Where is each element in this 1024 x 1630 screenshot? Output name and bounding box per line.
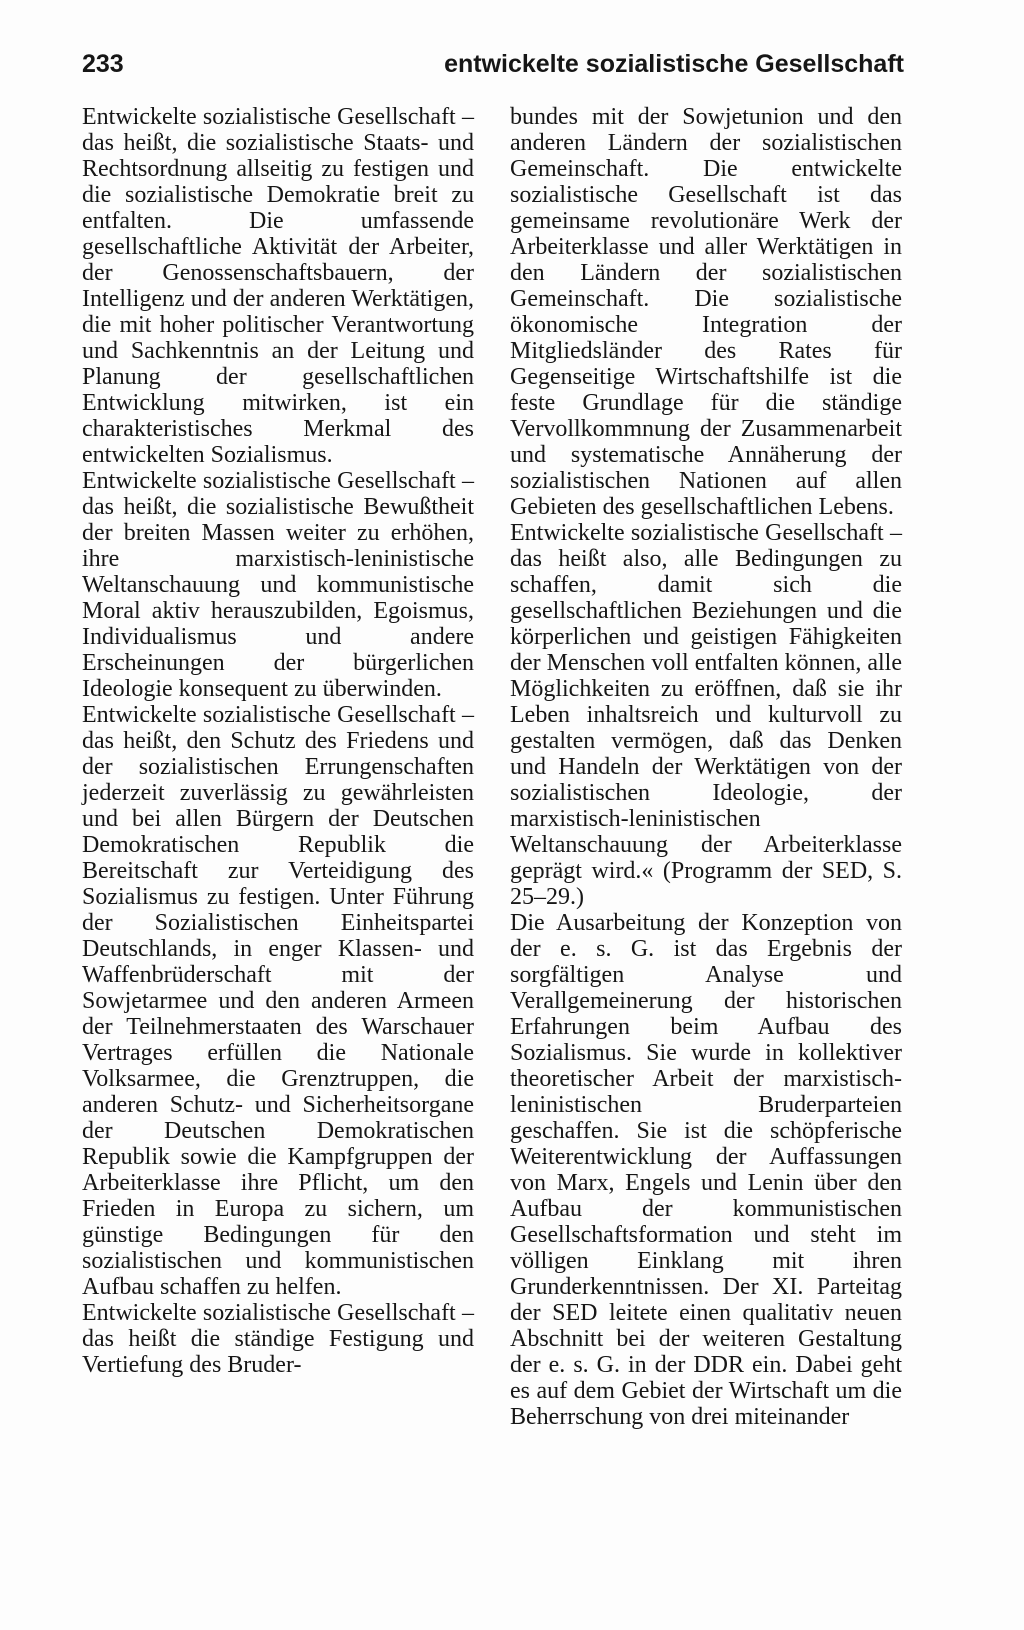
paragraph: Entwickelte sozialistische Gesellschaft – das heißt also, alle Bedingungen zu schaffen, damit sich die gesellschaftlichen Beziehungen und die körperlichen und geistigen Fähigkeiten der Menschen voll entfalten können, alle Möglichkeiten zu eröffnen, daß sie ihr Leben inhaltsreich und kulturvoll zu gestalten vermögen, daß das Denken und Handeln der Werktätigen von der sozialistischen Ideologie, der marxistisch-leninistischen Weltanschauung der Arbeiterklasse geprägt wird.« (Programm der SED, S. 25–29.) bbox=[510, 520, 902, 910]
paragraph: Entwickelte sozialistische Gesellschaft – das heißt, die sozialistische Staats- und Rechtsordnung allseitig zu festigen und die sozialistische Demokratie breit zu entfalten. Die umfassende gesellschaftliche Aktivität der Arbeiter, der Genossenschaftsbauern, der Intelligenz und der anderen Werktätigen, die mit hoher politischer Verantwortung und Sachkenntnis an der Leitung und Planung der gesellschaftlichen Entwicklung mitwirken, ist ein charakteristisches Merkmal des entwickelten Sozialismus. bbox=[82, 104, 474, 468]
paragraph: bundes mit der Sowjetunion und den anderen Ländern der sozialistischen Gemeinschaft. Die entwickelte sozialistische Gesellschaft ist das gemeinsame revolutionäre Werk der Arbeiterklasse und aller Werktätigen in den Ländern der sozialistischen Gemeinschaft. Die sozialistische ökonomische Integration der Mitgliedsländer des Rates für Gegenseitige Wirtschaftshilfe ist die feste Grundlage für die ständige Vervollkommnung der Zusammenarbeit und systematische Annäherung der sozialistischen Nationen auf allen Gebieten des gesellschaftlichen Lebens. bbox=[510, 104, 902, 520]
paragraph: Entwickelte sozialistische Gesellschaft – das heißt, die sozialistische Bewußtheit der breiten Massen weiter zu erhöhen, ihre marxistisch-leninistische Weltanschauung und kommunistische Moral aktiv herauszubilden, Egoismus, Individualismus und andere Erscheinungen der bürgerlichen Ideologie konsequent zu überwinden. bbox=[82, 468, 474, 702]
page-header bbox=[82, 50, 904, 90]
left-column bbox=[82, 104, 474, 1378]
paragraph: Die Ausarbeitung der Konzeption von der e. s. G. ist das Ergebnis der sorgfältigen Analyse und Verallgemeinerung der historischen Erfahrungen beim Aufbau des Sozialismus. Sie wurde in kollektiver theoretischer Arbeit der marxistisch-leninistischen Bruderparteien geschaffen. Sie ist die schöpferische Weiterentwicklung der Auffassungen von Marx, Engels und Lenin über den Aufbau der kommunistischen Gesellschaftsformation und steht im völligen Einklang mit ihren Grunderkenntnissen. Der XI. Parteitag der SED leitete einen qualitativ neuen Abschnitt bei der weiteren Gestaltung der e. s. G. in der DDR ein. Dabei geht es auf dem Gebiet der Wirtschaft um die Beherrschung von drei miteinander bbox=[510, 910, 902, 1430]
running-head: entwickelte sozialistische Gesellschaft bbox=[444, 50, 904, 78]
right-column bbox=[510, 104, 902, 1430]
paragraph: Entwickelte sozialistische Gesellschaft – das heißt, den Schutz des Friedens und der sozialistischen Errungenschaften jederzeit zuverlässig zu gewährleisten und bei allen Bürgern der Deutschen Demokratischen Republik die Bereitschaft zur Verteidigung des Sozialismus zu festigen. Unter Führung der Sozialistischen Einheitspartei Deutschlands, in enger Klassen- und Waffenbrüderschaft mit der Sowjetarmee und den anderen Armeen der Teilnehmerstaaten des Warschauer Vertrages erfüllen die Nationale Volksarmee, die Grenztruppen, die anderen Schutz- und Sicherheitsorgane der Deutschen Demokratischen Republik sowie die Kampfgruppen der Arbeiterklasse ihre Pflicht, um den Frieden in Europa zu sichern, um günstige Bedingungen für den sozialistischen und kommunistischen Aufbau schaffen zu helfen. bbox=[82, 702, 474, 1300]
page-number: 233 bbox=[82, 50, 124, 78]
paragraph: Entwickelte sozialistische Gesellschaft – das heißt die ständige Festigung und Vertiefung des Bruder- bbox=[82, 1300, 474, 1378]
